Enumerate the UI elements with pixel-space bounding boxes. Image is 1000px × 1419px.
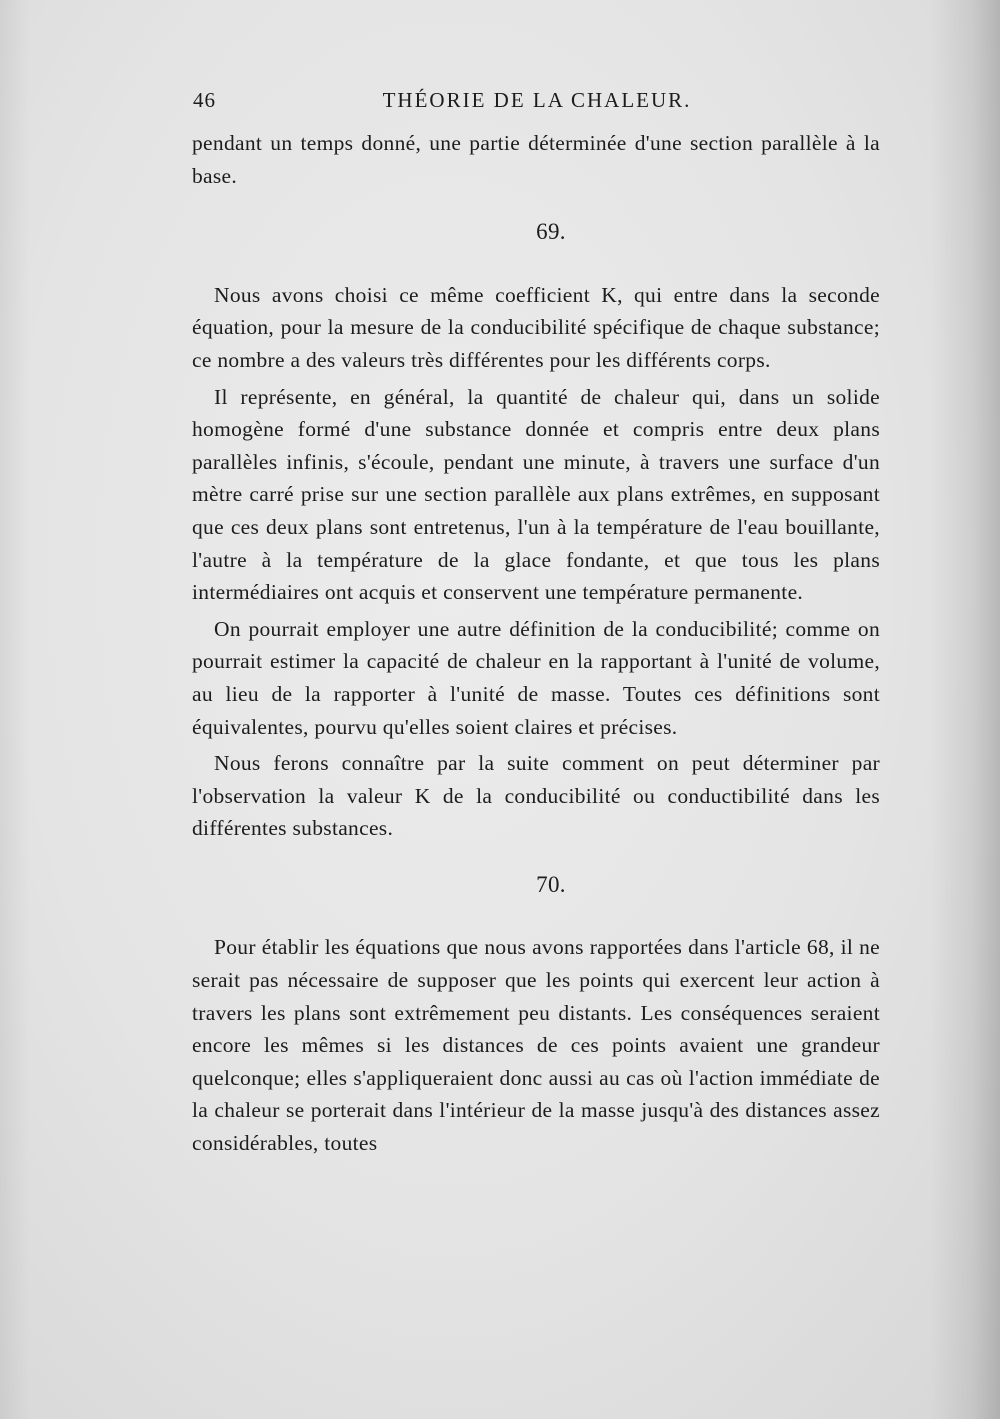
section-number-70: 70.: [536, 871, 566, 897]
paragraph: Nous avons choisi ce même coefficient K, qui entre dans la seconde équation, pour la mesure de la conducibilité spécifique de chaque substance; ce nombre a des valeurs très différentes pour les différents corps.: [192, 282, 880, 372]
paragraph: On pourrait employer une autre définition de la conducibilité; comme on pourrait estimer la capacité de chaleur en la rapportant à l'unité de volume, au lieu de la rapporter à l'unité de masse. Toutes ces définitions sont équivalentes, pourvu qu'elles soient claires et précises.: [192, 616, 880, 739]
page-header: [193, 88, 881, 118]
running-title: THÉORIE DE LA CHALEUR.: [382, 88, 692, 112]
page-body: [192, 127, 880, 1160]
page-number: 46: [193, 88, 216, 112]
gutter-shadow: [0, 0, 30, 1419]
paragraph: Nous ferons connaître par la suite comment on peut déterminer par l'observation la valeur K de la conducibilité ou conductibilité dans les différentes substances.: [192, 751, 880, 841]
page-edge-shadow: [930, 0, 1000, 1419]
continuation-paragraph: pendant un temps donné, une partie déterminée d'une section parallèle à la base.: [192, 131, 880, 188]
section-number-69: 69.: [536, 219, 566, 245]
paragraph: Il représente, en général, la quantité de chaleur qui, dans un solide homogène formé d'une substance donnée et compris entre deux plans parallèles infinis, s'écoule, pendant une minute, à travers une surface d'un mètre carré prise sur une section parallèle aux plans extrêmes, en supposant que ces deux plans sont entretenus, l'un à la température de l'eau bouillante, l'autre à la température de la glace fondante, et que tous les plans intermédiaires ont acquis et conservent une température permanente.: [192, 384, 880, 605]
paragraph: Pour établir les équations que nous avons rapportées dans l'article 68, il ne serait pas nécessaire de supposer que les points qui exercent leur action à travers les plans sont extrêmement peu distants. Les conséquences seraient encore les mêmes si les distances de ces points avaient une grandeur quelconque; elles s'appliqueraient donc aussi au cas où l'action immédiate de la chaleur se porterait dans l'intérieur de la masse jusqu'à des distances assez considérables, toutes: [192, 935, 880, 1156]
